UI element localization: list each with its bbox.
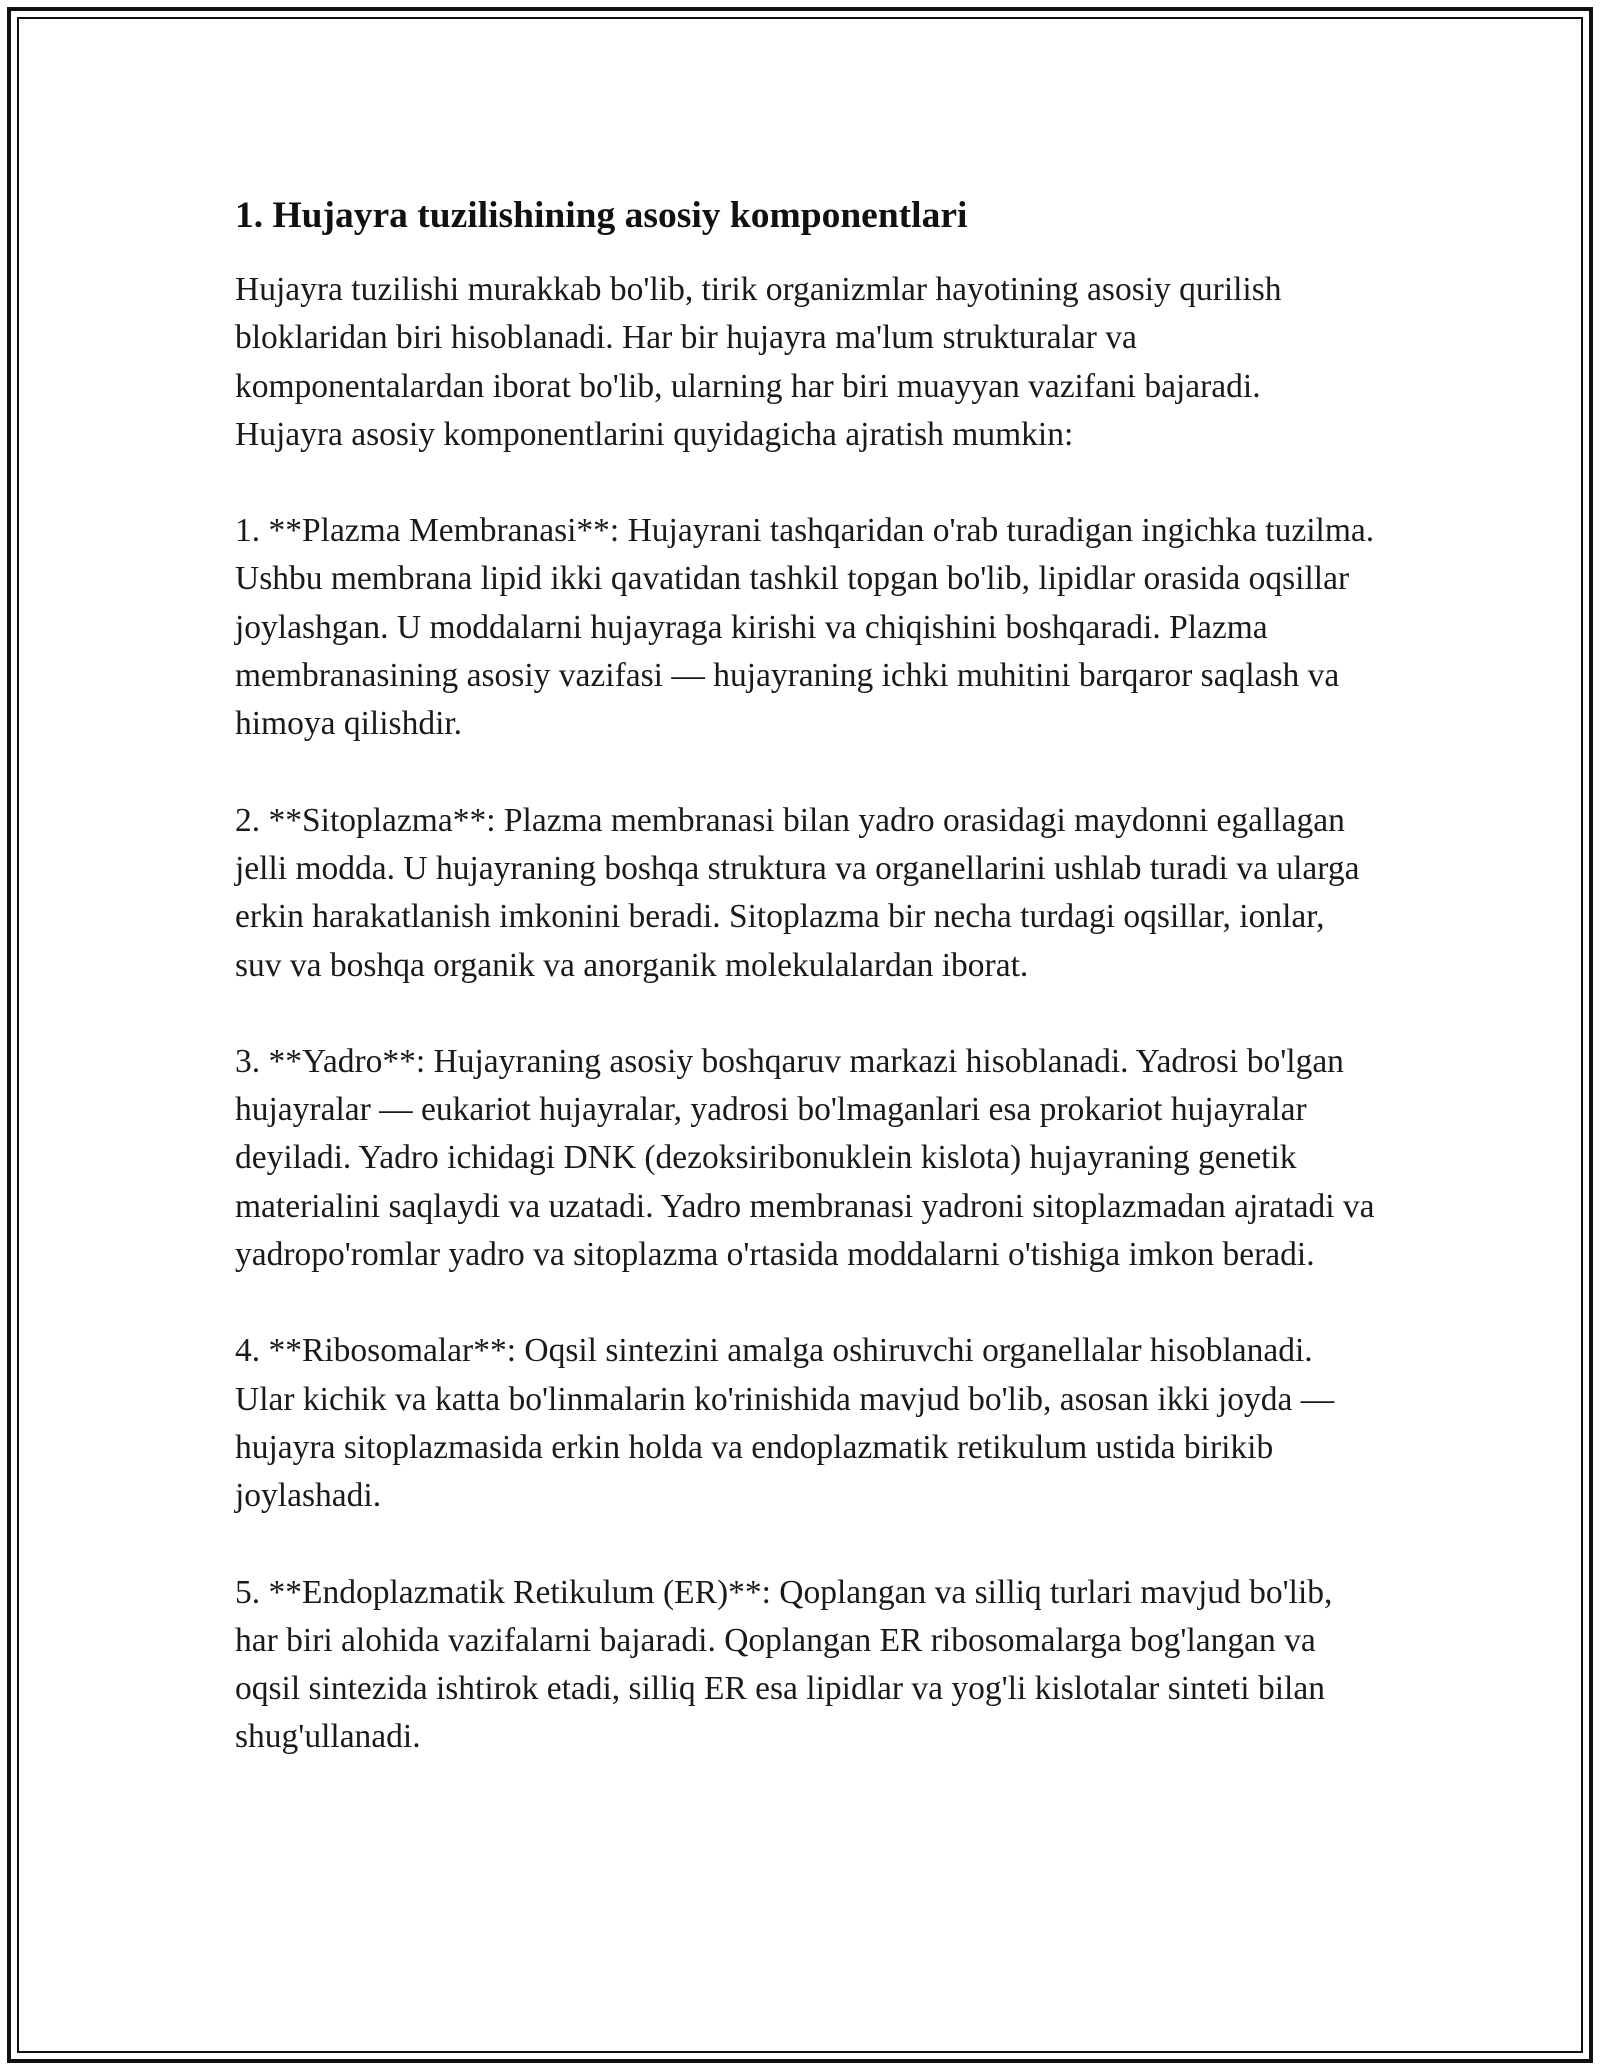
paragraph-cytoplasm: 2. **Sitoplazma**: Plazma membranasi bilan yadro orasidagi maydonni egallagan jelli modda. U hujayraning boshqa struktura va organellarini ushlab turadi va ularga erkin harakatlanish imkonini beradi. Sitoplazma bir necha turdagi oqsillar, ionlar, suv va boshqa organik va anorganik molekulalardan iborat. [235,801,1360,984]
section-heading: 1. Hujayra tuzilishining asosiy komponentlari [235,195,968,236]
paragraph-nucleus: 3. **Yadro**: Hujayraning asosiy boshqaruv markazi hisoblanadi. Yadrosi bo'lgan hujayralar — eukariot hujayralar, yadrosi bo'lmaganlari esa prokariot hujayralar deyiladi. Yadro ichidagi DNK (dezoksiribonuklein kislota) hujayraning genetik materialini saqlaydi va uzatadi. Yadro membranasi yadroni sitoplazmadan ajratadi va yadropo'romlar yadro va sitoplazma o'rtasida moddalarni o'tishiga imkon beradi. [235,1042,1375,1274]
document-body [235,186,1375,1762]
intro-paragraph: Hujayra tuzilishi murakkab bo'lib, tirik organizmlar hayotining asosiy qurilish bloklaridan biri hisoblanadi. Har bir hujayra ma'lum strukturalar va komponentalardan iborat bo'lib, ularning har biri muayyan vazifani bajaradi. Hujayra asosiy komponentlarini quyidagicha ajratish mumkin: [235,271,1282,453]
paragraph-endoplasmic-reticulum: 5. **Endoplazmatik Retikulum (ER)**: Qoplangan va silliq turlari mavjud bo'lib, har biri alohida vazifalarni bajaradi. Qoplangan ER ribosomalarga bog'langan va oqsil sintezida ishtirok etadi, silliq ER esa lipidlar va yog'li kislotalar sinteti bilan shug'ullanadi. [235,1573,1333,1756]
paragraph-ribosomes: 4. **Ribosomalar**: Oqsil sintezini amalga oshiruvchi organellalar hisoblanadi. Ular kichik va katta bo'linmalarin ko'rinishida mavjud bo'lib, asosan ikki joyda — hujayra sitoplazmasida erkin holda va endoplazmatik retikulum ustida birikib joylashadi. [235,1332,1335,1515]
paragraph-plasma-membrane: 1. **Plazma Membranasi**: Hujayrani tashqaridan o'rab turadigan ingichka tuzilma. Ushbu membrana lipid ikki qavatidan tashkil topgan bo'lib, lipidlar orasida oqsillar joylashgan. U moddalarni hujayraga kirishi va chiqishini boshqaradi. Plazma membranasining asosiy vazifasi — hujayraning ichki muhitini barqaror saqlash va himoya qilishdir. [235,512,1375,743]
